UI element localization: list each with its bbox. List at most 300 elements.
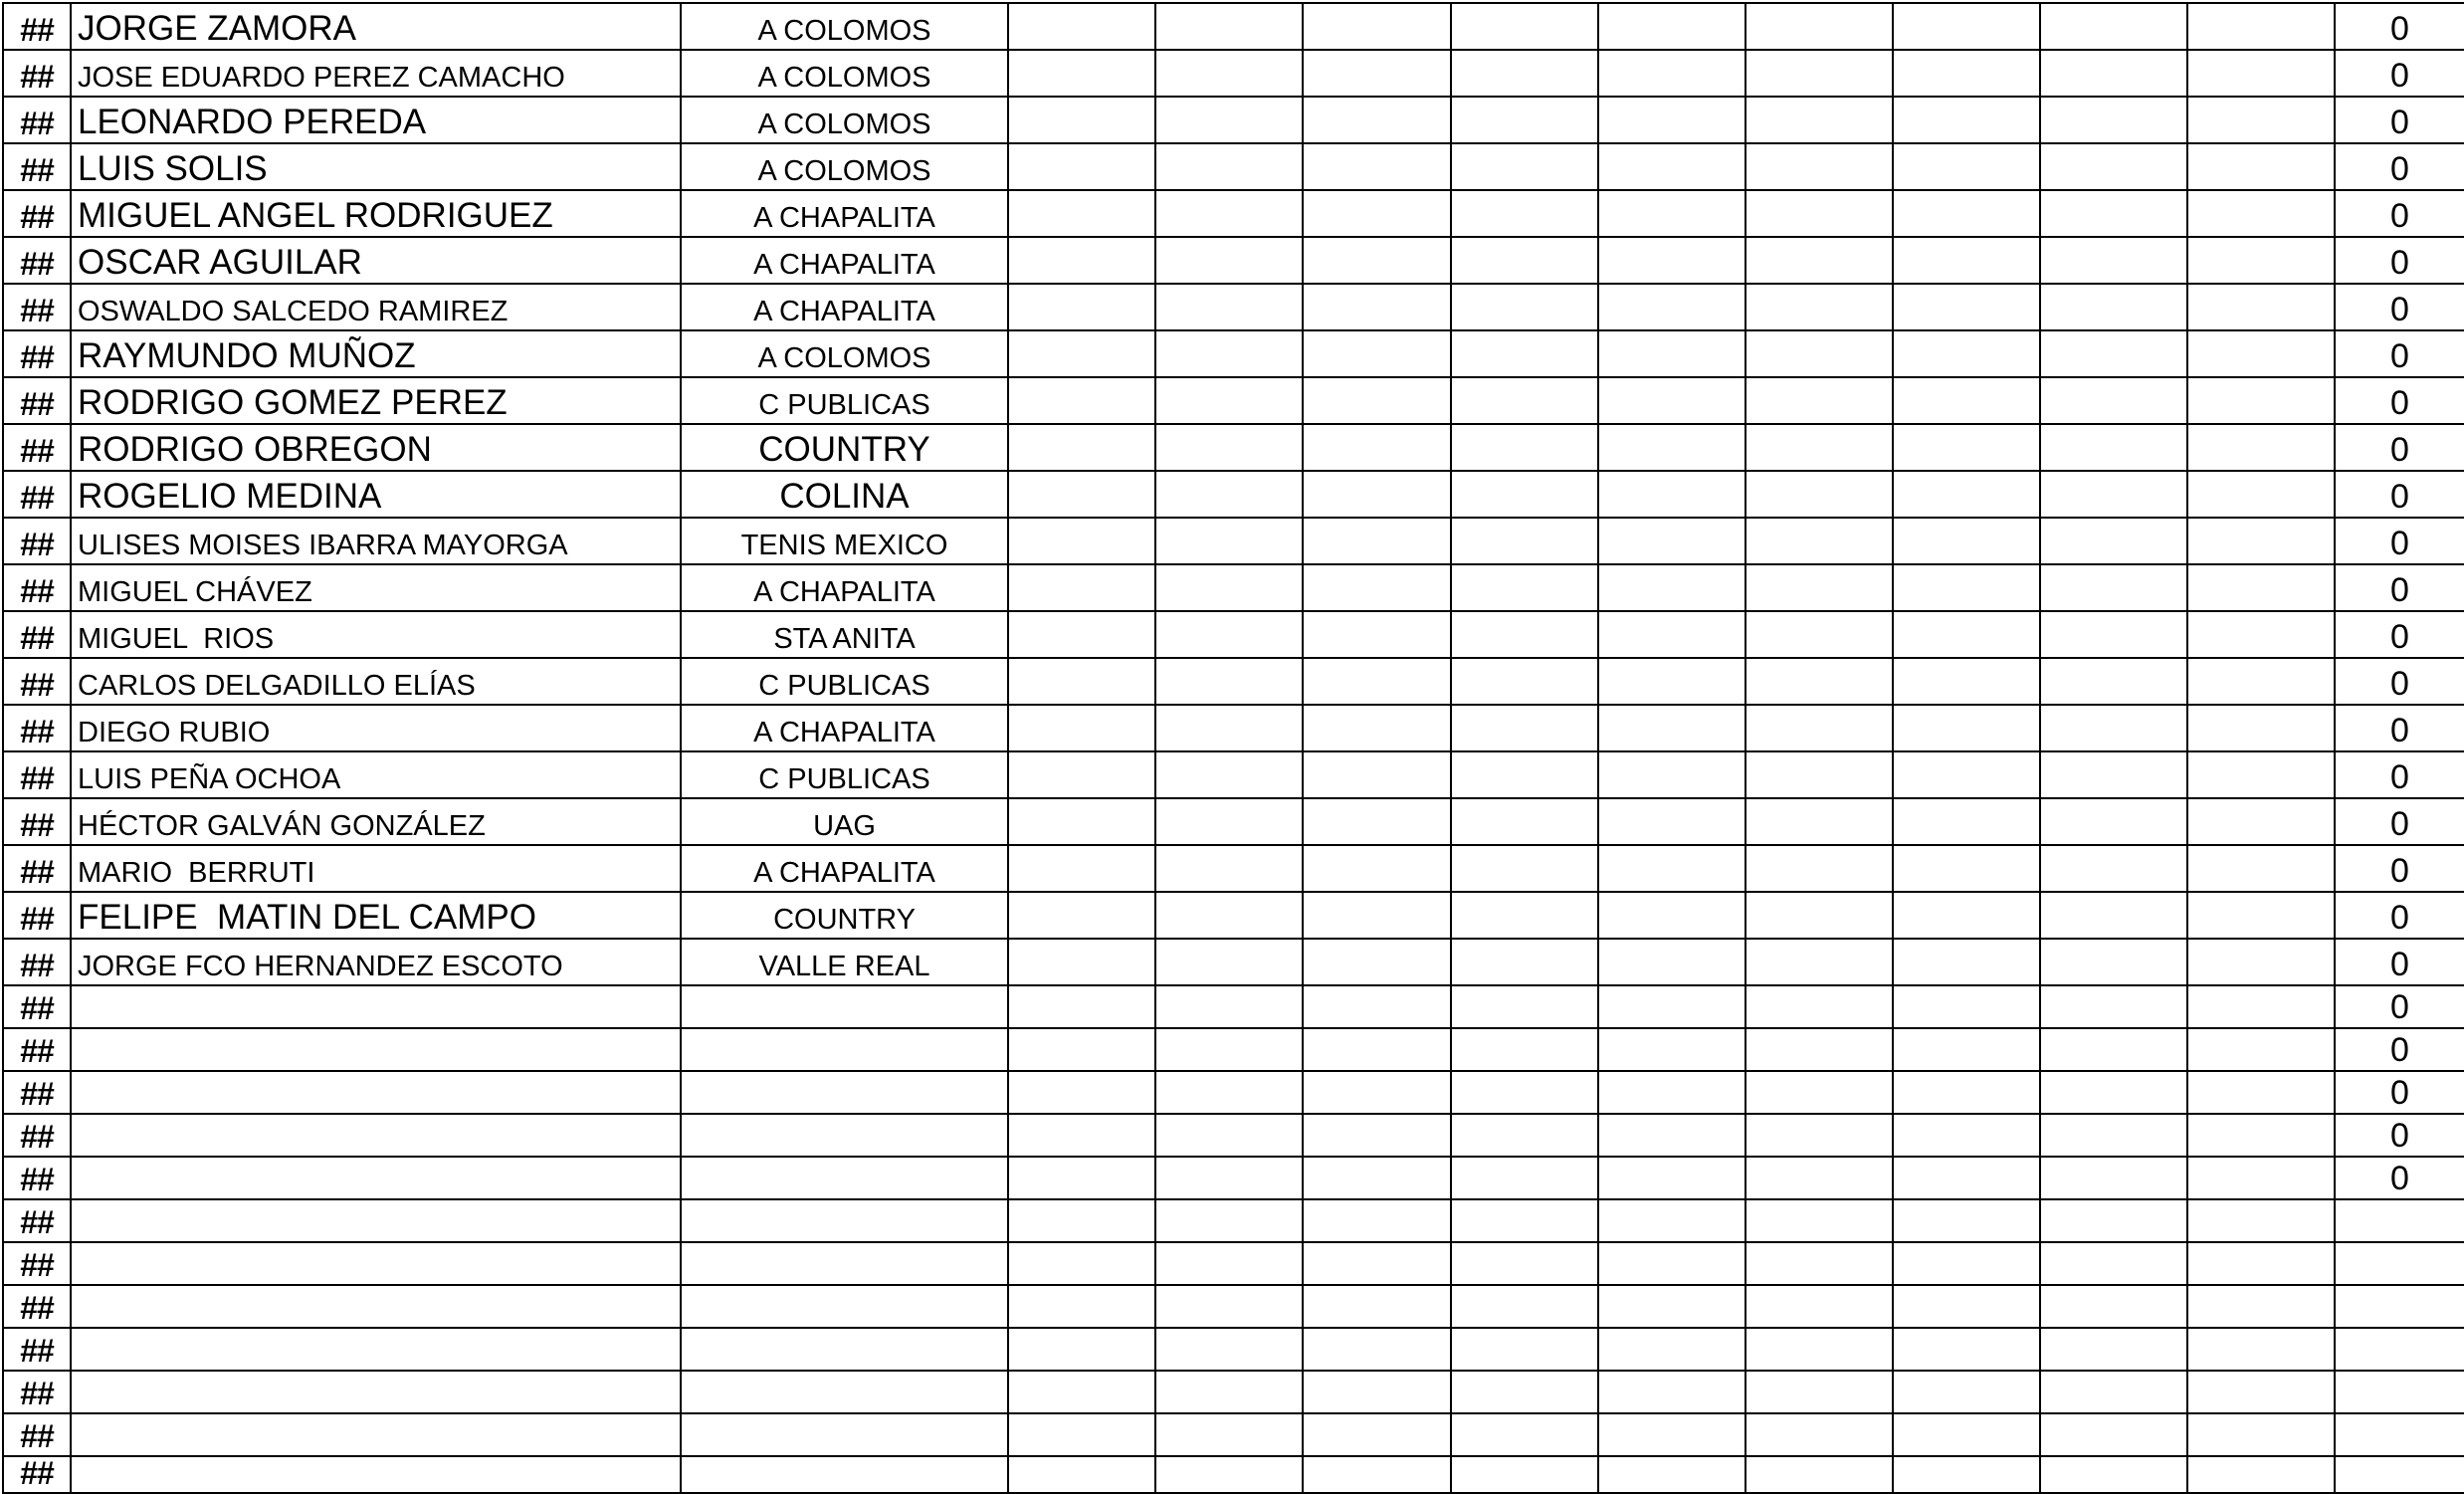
score-cell[interactable] [1302,376,1452,425]
player-name[interactable]: DIEGO RUBIO [70,704,682,752]
score-cell[interactable] [2186,283,2336,331]
score-cell[interactable] [1302,189,1452,238]
score-cell[interactable] [2039,1027,2188,1072]
total-cell[interactable]: 0 [2334,423,2464,472]
club-name[interactable]: A CHAPALITA [680,704,1009,752]
score-cell[interactable] [1892,142,2041,191]
club-name[interactable] [680,1070,1009,1115]
club-name[interactable]: COLINA [680,470,1009,519]
score-cell[interactable] [1007,236,1156,285]
score-cell[interactable] [1007,1198,1156,1243]
score-cell[interactable] [1892,1327,2041,1372]
score-cell[interactable] [1450,1070,1599,1115]
score-cell[interactable] [1007,1027,1156,1072]
score-cell[interactable] [2039,1156,2188,1200]
club-name[interactable]: A COLOMOS [680,49,1009,98]
score-cell[interactable] [1154,984,1304,1029]
score-cell[interactable] [1302,1284,1452,1329]
score-cell[interactable] [1450,1284,1599,1329]
club-name[interactable] [680,1198,1009,1243]
player-name[interactable] [70,1027,682,1072]
score-cell[interactable] [1450,470,1599,519]
score-cell[interactable] [1154,1370,1304,1414]
score-cell[interactable] [1597,283,1746,331]
score-cell[interactable] [1892,750,2041,799]
score-cell[interactable] [1892,1113,2041,1158]
score-cell[interactable] [1302,938,1452,986]
score-cell[interactable] [1007,1327,1156,1372]
score-cell[interactable] [1745,704,1894,752]
row-marker[interactable]: ## [2,1156,72,1200]
score-cell[interactable] [1597,1241,1746,1286]
club-name[interactable]: VALLE REAL [680,938,1009,986]
score-cell[interactable] [2039,984,2188,1029]
score-cell[interactable] [2039,1198,2188,1243]
club-name[interactable] [680,1327,1009,1372]
score-cell[interactable] [1154,423,1304,472]
total-cell[interactable] [2334,1327,2464,1372]
score-cell[interactable] [1597,517,1746,565]
player-name[interactable]: HÉCTOR GALVÁN GONZÁLEZ [70,797,682,846]
score-cell[interactable] [1892,844,2041,893]
score-cell[interactable] [1597,1370,1746,1414]
score-cell[interactable] [1450,610,1599,659]
score-cell[interactable] [2039,2,2188,51]
score-cell[interactable] [1892,2,2041,51]
score-cell[interactable] [1597,1113,1746,1158]
score-cell[interactable] [1007,1241,1156,1286]
score-cell[interactable] [1154,1284,1304,1329]
score-cell[interactable] [1302,1327,1452,1372]
score-cell[interactable] [2186,1412,2336,1457]
score-cell[interactable] [2186,1370,2336,1414]
score-cell[interactable] [1892,49,2041,98]
score-cell[interactable] [1007,1284,1156,1329]
score-cell[interactable] [1007,610,1156,659]
player-name[interactable]: OSWALDO SALCEDO RAMIREZ [70,283,682,331]
row-marker[interactable]: ## [2,1070,72,1115]
score-cell[interactable] [1745,1027,1894,1072]
score-cell[interactable] [1302,1070,1452,1115]
total-cell[interactable]: 0 [2334,610,2464,659]
player-name[interactable]: CARLOS DELGADILLO ELÍAS [70,657,682,706]
score-cell[interactable] [1154,329,1304,378]
score-cell[interactable] [1597,236,1746,285]
score-cell[interactable] [2186,1070,2336,1115]
score-cell[interactable] [1745,844,1894,893]
score-cell[interactable] [1450,1156,1599,1200]
score-cell[interactable] [1745,2,1894,51]
score-cell[interactable] [1154,844,1304,893]
score-cell[interactable] [1745,142,1894,191]
score-cell[interactable] [1892,704,2041,752]
club-name[interactable] [680,1284,1009,1329]
player-name[interactable]: LUIS SOLIS [70,142,682,191]
total-cell[interactable]: 0 [2334,1156,2464,1200]
score-cell[interactable] [1450,1198,1599,1243]
score-cell[interactable] [1007,1070,1156,1115]
score-cell[interactable] [1892,1070,2041,1115]
score-cell[interactable] [1597,189,1746,238]
row-marker[interactable]: ## [2,704,72,752]
score-cell[interactable] [2186,1027,2336,1072]
score-cell[interactable] [1892,657,2041,706]
player-name[interactable]: FELIPE MATIN DEL CAMPO [70,891,682,940]
score-cell[interactable] [1302,517,1452,565]
total-cell[interactable]: 0 [2334,1027,2464,1072]
score-cell[interactable] [2186,329,2336,378]
row-marker[interactable]: ## [2,329,72,378]
club-name[interactable]: A CHAPALITA [680,844,1009,893]
score-cell[interactable] [2186,704,2336,752]
score-cell[interactable] [1745,1284,1894,1329]
score-cell[interactable] [2186,1241,2336,1286]
score-cell[interactable] [1302,1412,1452,1457]
score-cell[interactable] [1450,891,1599,940]
score-cell[interactable] [1007,376,1156,425]
row-marker[interactable]: ## [2,844,72,893]
row-marker[interactable]: ## [2,2,72,51]
score-cell[interactable] [2039,704,2188,752]
score-cell[interactable] [1450,844,1599,893]
score-cell[interactable] [2186,142,2336,191]
club-name[interactable]: C PUBLICAS [680,750,1009,799]
score-cell[interactable] [1450,283,1599,331]
score-cell[interactable] [1892,610,2041,659]
score-cell[interactable] [1745,189,1894,238]
score-cell[interactable] [1450,423,1599,472]
total-cell[interactable]: 0 [2334,189,2464,238]
score-cell[interactable] [1007,750,1156,799]
score-cell[interactable] [1597,1070,1746,1115]
row-marker[interactable]: ## [2,1198,72,1243]
score-cell[interactable] [1597,891,1746,940]
score-cell[interactable] [1597,1455,1746,1494]
score-cell[interactable] [1302,1113,1452,1158]
score-cell[interactable] [1302,96,1452,144]
score-cell[interactable] [1302,704,1452,752]
row-marker[interactable]: ## [2,1027,72,1072]
score-cell[interactable] [1154,1027,1304,1072]
score-cell[interactable] [2039,236,2188,285]
score-cell[interactable] [1007,1455,1156,1494]
score-cell[interactable] [1745,423,1894,472]
score-cell[interactable] [1597,704,1746,752]
club-name[interactable]: UAG [680,797,1009,846]
score-cell[interactable] [1302,984,1452,1029]
player-name[interactable] [70,1412,682,1457]
score-cell[interactable] [1302,1455,1452,1494]
score-cell[interactable] [2039,563,2188,612]
score-cell[interactable] [2039,1284,2188,1329]
score-cell[interactable] [2039,797,2188,846]
score-cell[interactable] [2039,376,2188,425]
score-cell[interactable] [1302,2,1452,51]
score-cell[interactable] [1007,142,1156,191]
club-name[interactable]: A COLOMOS [680,96,1009,144]
player-name[interactable]: LEONARDO PEREDA [70,96,682,144]
score-cell[interactable] [1154,563,1304,612]
score-cell[interactable] [2039,750,2188,799]
club-name[interactable]: COUNTRY [680,423,1009,472]
score-cell[interactable] [1745,517,1894,565]
total-cell[interactable]: 0 [2334,704,2464,752]
score-cell[interactable] [1597,1027,1746,1072]
score-cell[interactable] [1450,329,1599,378]
score-cell[interactable] [2186,984,2336,1029]
score-cell[interactable] [1154,891,1304,940]
row-marker[interactable]: ## [2,1412,72,1457]
row-marker[interactable]: ## [2,1327,72,1372]
score-cell[interactable] [2186,563,2336,612]
score-cell[interactable] [1450,1370,1599,1414]
club-name[interactable] [680,1027,1009,1072]
score-cell[interactable] [1892,797,2041,846]
score-cell[interactable] [2186,797,2336,846]
score-cell[interactable] [2186,610,2336,659]
score-cell[interactable] [1597,610,1746,659]
score-cell[interactable] [1745,1198,1894,1243]
score-cell[interactable] [2186,657,2336,706]
score-cell[interactable] [1154,657,1304,706]
score-cell[interactable] [1007,844,1156,893]
score-cell[interactable] [1302,1156,1452,1200]
score-cell[interactable] [2039,844,2188,893]
score-cell[interactable] [1597,470,1746,519]
total-cell[interactable]: 0 [2334,750,2464,799]
row-marker[interactable]: ## [2,96,72,144]
row-marker[interactable]: ## [2,470,72,519]
score-cell[interactable] [1892,563,2041,612]
score-cell[interactable] [1745,283,1894,331]
score-cell[interactable] [1007,2,1156,51]
score-cell[interactable] [1007,517,1156,565]
score-cell[interactable] [1450,142,1599,191]
score-cell[interactable] [2039,189,2188,238]
score-cell[interactable] [1745,1412,1894,1457]
total-cell[interactable]: 0 [2334,891,2464,940]
score-cell[interactable] [1745,1070,1894,1115]
score-cell[interactable] [1154,49,1304,98]
total-cell[interactable]: 0 [2334,376,2464,425]
score-cell[interactable] [1450,517,1599,565]
club-name[interactable]: A CHAPALITA [680,236,1009,285]
score-cell[interactable] [1302,750,1452,799]
score-cell[interactable] [1302,797,1452,846]
score-cell[interactable] [1302,657,1452,706]
player-name[interactable] [70,1370,682,1414]
score-cell[interactable] [2186,1284,2336,1329]
score-cell[interactable] [1892,1370,2041,1414]
score-cell[interactable] [1007,96,1156,144]
score-cell[interactable] [1450,2,1599,51]
total-cell[interactable]: 0 [2334,657,2464,706]
score-cell[interactable] [1007,984,1156,1029]
score-cell[interactable] [1154,376,1304,425]
row-marker[interactable]: ## [2,189,72,238]
score-cell[interactable] [1597,142,1746,191]
club-name[interactable]: A COLOMOS [680,142,1009,191]
score-cell[interactable] [1007,1370,1156,1414]
score-cell[interactable] [1745,563,1894,612]
score-cell[interactable] [1450,1113,1599,1158]
score-cell[interactable] [1302,844,1452,893]
total-cell[interactable] [2334,1198,2464,1243]
score-cell[interactable] [2039,142,2188,191]
score-cell[interactable] [1745,376,1894,425]
score-cell[interactable] [1450,1027,1599,1072]
score-cell[interactable] [1302,610,1452,659]
score-cell[interactable] [2186,1327,2336,1372]
player-name[interactable] [70,1070,682,1115]
score-cell[interactable] [1597,1198,1746,1243]
score-cell[interactable] [1450,96,1599,144]
club-name[interactable] [680,1370,1009,1414]
score-cell[interactable] [1597,657,1746,706]
total-cell[interactable]: 0 [2334,2,2464,51]
club-name[interactable]: COUNTRY [680,891,1009,940]
score-cell[interactable] [1892,1412,2041,1457]
row-marker[interactable]: ## [2,1113,72,1158]
score-cell[interactable] [2186,891,2336,940]
score-cell[interactable] [1007,283,1156,331]
score-cell[interactable] [1745,938,1894,986]
total-cell[interactable] [2334,1455,2464,1494]
score-cell[interactable] [1154,236,1304,285]
score-cell[interactable] [1892,329,2041,378]
score-cell[interactable] [1302,236,1452,285]
score-cell[interactable] [2039,1070,2188,1115]
score-cell[interactable] [1745,1327,1894,1372]
score-cell[interactable] [2186,1113,2336,1158]
row-marker[interactable]: ## [2,517,72,565]
score-cell[interactable] [1450,1455,1599,1494]
row-marker[interactable]: ## [2,283,72,331]
score-cell[interactable] [1007,1412,1156,1457]
player-name[interactable]: OSCAR AGUILAR [70,236,682,285]
player-name[interactable]: MIGUEL ANGEL RODRIGUEZ [70,189,682,238]
score-cell[interactable] [1450,657,1599,706]
score-cell[interactable] [2186,1156,2336,1200]
row-marker[interactable]: ## [2,984,72,1029]
score-cell[interactable] [1597,2,1746,51]
row-marker[interactable]: ## [2,750,72,799]
score-cell[interactable] [1597,938,1746,986]
club-name[interactable] [680,1412,1009,1457]
score-cell[interactable] [1745,1370,1894,1414]
score-cell[interactable] [1007,1113,1156,1158]
score-cell[interactable] [1302,49,1452,98]
score-cell[interactable] [1302,470,1452,519]
score-cell[interactable] [1007,189,1156,238]
score-cell[interactable] [2186,49,2336,98]
row-marker[interactable]: ## [2,610,72,659]
club-name[interactable]: A CHAPALITA [680,189,1009,238]
score-cell[interactable] [2186,844,2336,893]
score-cell[interactable] [2039,423,2188,472]
club-name[interactable]: TENIS MEXICO [680,517,1009,565]
score-cell[interactable] [2039,891,2188,940]
total-cell[interactable]: 0 [2334,797,2464,846]
player-name[interactable] [70,1327,682,1372]
score-cell[interactable] [1745,236,1894,285]
score-cell[interactable] [1450,938,1599,986]
score-cell[interactable] [1154,610,1304,659]
score-cell[interactable] [1007,563,1156,612]
score-cell[interactable] [1597,1156,1746,1200]
score-cell[interactable] [1154,283,1304,331]
club-name[interactable]: A COLOMOS [680,329,1009,378]
player-name[interactable]: MIGUEL CHÁVEZ [70,563,682,612]
row-marker[interactable]: ## [2,1241,72,1286]
score-cell[interactable] [1892,470,2041,519]
score-cell[interactable] [1892,517,2041,565]
score-cell[interactable] [1302,142,1452,191]
score-cell[interactable] [1154,938,1304,986]
score-cell[interactable] [2186,1198,2336,1243]
score-cell[interactable] [1154,704,1304,752]
club-name[interactable]: A CHAPALITA [680,563,1009,612]
score-cell[interactable] [1597,797,1746,846]
score-cell[interactable] [1892,1455,2041,1494]
score-cell[interactable] [1892,1027,2041,1072]
score-cell[interactable] [2039,329,2188,378]
score-cell[interactable] [2039,283,2188,331]
club-name[interactable] [680,1156,1009,1200]
score-cell[interactable] [1154,750,1304,799]
score-cell[interactable] [1154,189,1304,238]
score-cell[interactable] [2039,938,2188,986]
score-cell[interactable] [1892,96,2041,144]
score-cell[interactable] [1007,423,1156,472]
club-name[interactable]: A CHAPALITA [680,283,1009,331]
score-cell[interactable] [1450,984,1599,1029]
player-name[interactable]: JORGE ZAMORA [70,2,682,51]
score-cell[interactable] [1597,750,1746,799]
score-cell[interactable] [1745,1156,1894,1200]
score-cell[interactable] [1007,704,1156,752]
score-cell[interactable] [2039,1412,2188,1457]
score-cell[interactable] [1892,1198,2041,1243]
score-cell[interactable] [1450,376,1599,425]
score-cell[interactable] [1450,797,1599,846]
total-cell[interactable]: 0 [2334,1070,2464,1115]
player-name[interactable]: ULISES MOISES IBARRA MAYORGA [70,517,682,565]
score-cell[interactable] [1745,984,1894,1029]
score-cell[interactable] [1302,423,1452,472]
score-cell[interactable] [1154,1198,1304,1243]
total-cell[interactable] [2334,1412,2464,1457]
score-cell[interactable] [1154,517,1304,565]
score-cell[interactable] [1745,657,1894,706]
score-cell[interactable] [2039,610,2188,659]
score-cell[interactable] [1154,2,1304,51]
score-cell[interactable] [2186,938,2336,986]
player-name[interactable] [70,1284,682,1329]
score-cell[interactable] [1892,891,2041,940]
score-cell[interactable] [2186,517,2336,565]
score-cell[interactable] [1007,470,1156,519]
player-name[interactable]: JORGE FCO HERNANDEZ ESCOTO [70,938,682,986]
score-cell[interactable] [1007,329,1156,378]
score-cell[interactable] [1745,1455,1894,1494]
row-marker[interactable]: ## [2,376,72,425]
score-cell[interactable] [1450,704,1599,752]
score-cell[interactable] [1892,1241,2041,1286]
score-cell[interactable] [1450,1241,1599,1286]
total-cell[interactable]: 0 [2334,984,2464,1029]
score-cell[interactable] [2186,236,2336,285]
